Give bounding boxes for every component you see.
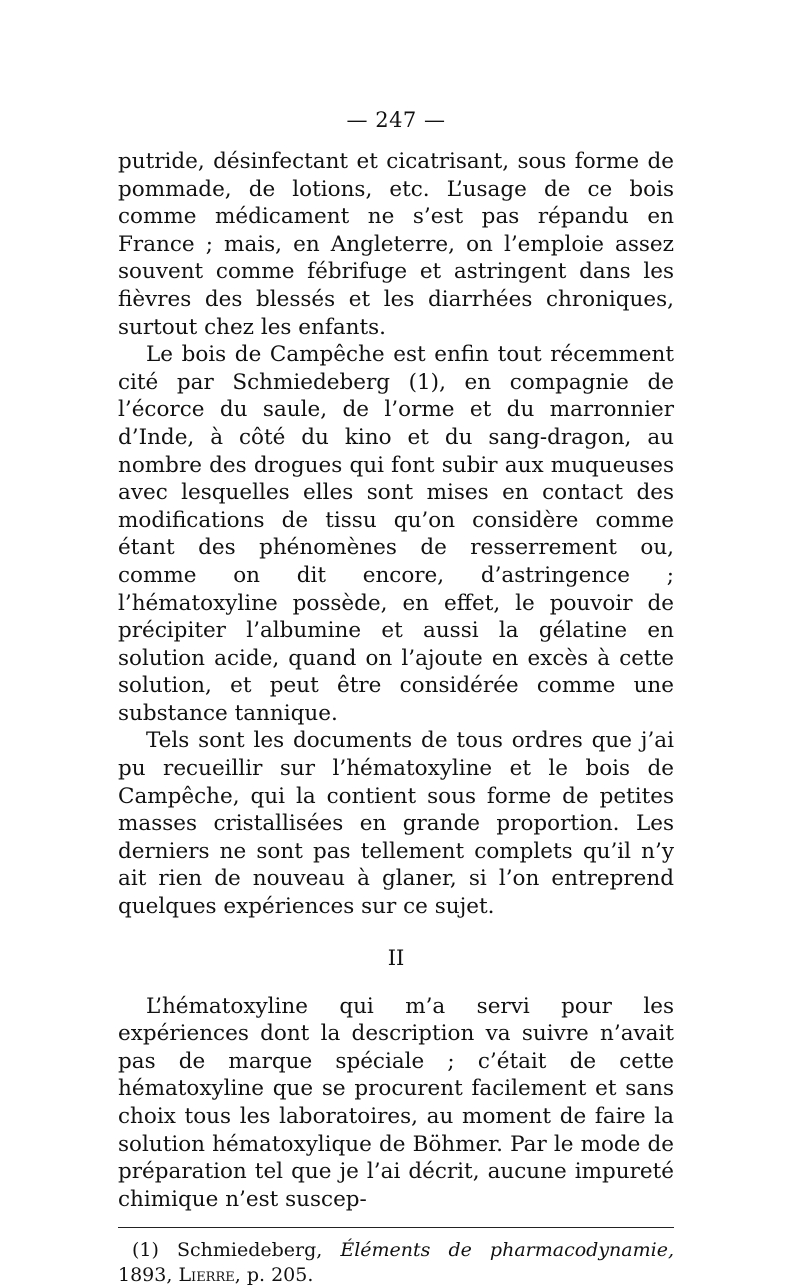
footnote [118, 1238, 674, 1288]
footnote-pages: , p. 205. [234, 1264, 314, 1287]
footnote-title: Éléments de pharmacodynamie, [340, 1239, 674, 1262]
section-paragraph: L’hématoxyline qui m’a servi pour les expériences dont la description va suivre n’avait pas de marque spéciale ; c’était de cette hématoxyline que se procurent facilement et sans choix tous les laboratoires, au moment de faire la solution hématoxylique de Böhmer. Par le mode de préparation tel que je l’ai décrit, aucune impureté chimique n’est suscep- [118, 993, 674, 1212]
paragraph-2: Le bois de Campêche est enfin tout récemment cité par Schmiedeberg (1), en compagnie de l’écorce du saule, de l’orme et du marronnier d’Inde, à côté du kino et du sang-dragon, au nombre des drogues qui font subir aux muqueuses avec lesquelles elles sont mises en contact des modifications de tissu qu’on considère comme étant des phénomènes de resserrement ou, comme on dit encore, d’astringence ; l’hématoxyline possède, en effet, le pouvoir de précipiter l’albumine et aussi la gélatine en solution acide, quand on l’ajoute en excès à cette solution, et peut être considérée comme une substance tannique. [118, 342, 674, 726]
paragraph-3: Tels sont les documents de tous ordres que j’ai pu recueillir sur l’hématoxyline et le bois de Campêche, qui la contient sous forme de petites masses cristallisées en grande proportion. Les derniers ne sont pas tellement complets qu’il n’y ait rien de nouveau à glaner, si l’on entreprend quelques expériences sur ce sujet. [118, 728, 674, 920]
document-page [118, 100, 674, 1288]
footnote-divider [118, 1227, 674, 1228]
page-number: — 247 — [346, 108, 446, 132]
paragraph-1: putride, désinfectant et cicatrisant, sous forme de pommade, de lotions, etc. L’usage de ce bois comme médicament ne s’est pas répandu en France ; mais, en Angleterre, on l’emploie assez souvent comme fébrifuge et astringent dans les fièvres des blessés et les diarrhées chroniques, surtout chez les enfants. [118, 149, 674, 340]
footnote-marker: (1) Schmiedeberg, [132, 1239, 341, 1262]
footnote-publisher: Lierre [178, 1264, 235, 1287]
section-heading: II [387, 945, 405, 970]
footnote-year: 1893, [118, 1264, 179, 1287]
